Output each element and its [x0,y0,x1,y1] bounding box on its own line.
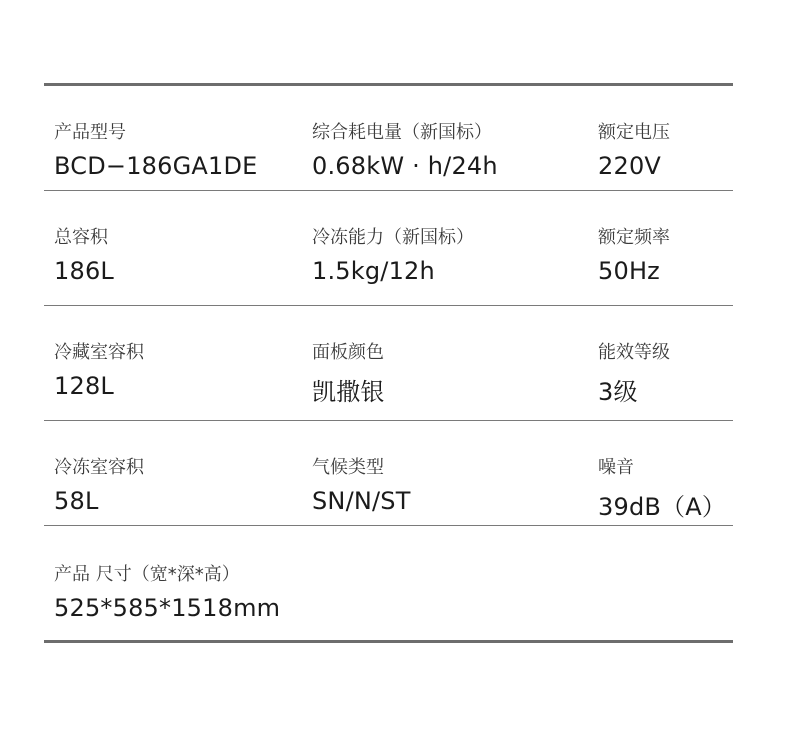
spec-label-climate-type: 气候类型 [312,457,384,478]
spec-value-rated-frequency: 50Hz [598,257,660,285]
spec-label-noise: 噪音 [598,457,634,478]
spec-label-rated-frequency: 额定频率 [598,227,670,248]
spec-value-rated-voltage: 220V [598,152,662,180]
spec-value-climate-type: SN/N/ST [312,487,411,515]
spec-label-power-consumption: 综合耗电量（新国标） [312,122,492,143]
spec-label-model: 产品型号 [54,122,126,143]
spec-value-total-volume: 186L [54,257,114,285]
spec-value-power-consumption: 0.68kW · h/24h [312,152,498,180]
spec-value-fridge-volume: 128L [54,372,114,400]
spec-value-panel-color: 凯撒银 [312,378,385,406]
spec-label-freezing-capacity: 冷冻能力（新国标） [312,227,474,248]
spec-row-3 [44,306,733,420]
spec-label-panel-color: 面板颜色 [312,342,384,363]
spec-row-1 [44,86,733,190]
spec-label-fridge-volume: 冷藏室容积 [54,342,144,363]
spec-value-freezer-volume: 58L [54,487,99,515]
spec-label-total-volume: 总容积 [54,227,108,248]
spec-row-4 [44,421,733,525]
spec-label-rated-voltage: 额定电压 [598,122,670,143]
spec-value-energy-grade: 3级 [598,378,638,406]
spec-value-model: BCD−186GA1DE [54,152,258,180]
bottom-divider [44,640,733,643]
spec-label-energy-grade: 能效等级 [598,342,670,363]
spec-value-dimensions: 525*585*1518mm [54,594,281,622]
spec-table [44,83,733,643]
spec-label-freezer-volume: 冷冻室容积 [54,457,144,478]
spec-value-noise: 39dB（A） [598,493,727,521]
spec-value-freezing-capacity: 1.5kg/12h [312,257,435,285]
spec-row-2 [44,191,733,305]
spec-row-5 [44,526,733,640]
spec-label-dimensions: 产品 尺寸（宽*深*高） [54,564,240,585]
